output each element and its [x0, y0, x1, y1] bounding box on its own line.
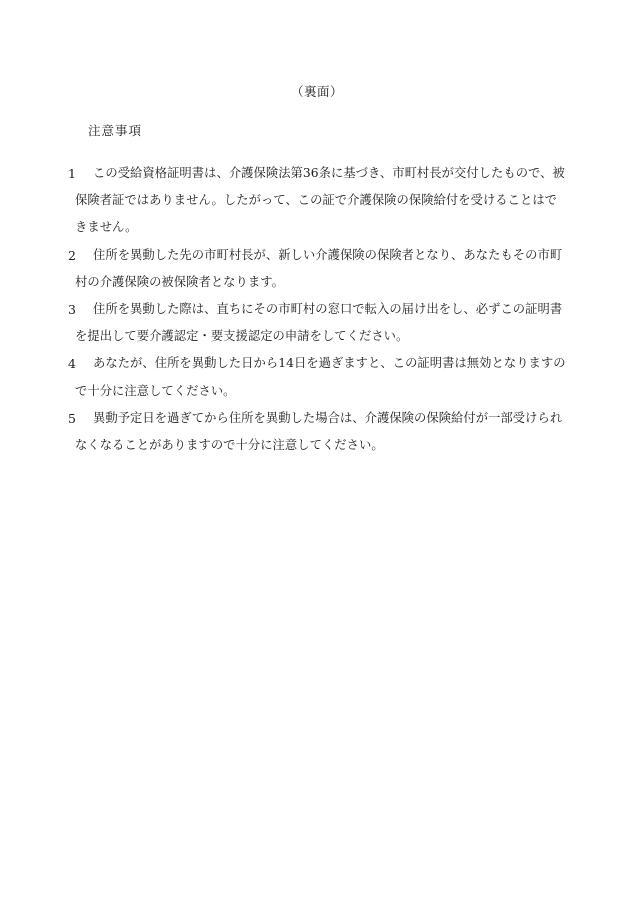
note-line: を提出して要介護認定・要支援認定の申請をしてください。: [75, 329, 409, 344]
note-text: [75, 160, 568, 242]
page-side-label-text: （裏面）: [290, 84, 343, 99]
note-number: 3: [68, 302, 76, 318]
note-text: [75, 296, 568, 350]
note-item: [68, 296, 568, 350]
note-text: [75, 350, 568, 404]
section-title: 注意事項: [88, 123, 143, 138]
notes-list: [68, 160, 568, 459]
note-text: [75, 405, 568, 459]
note-line: 村の介護保険の被保険者となります。: [75, 274, 284, 289]
note-line: 住所を異動した先の市町村長が、新しい介護保険の保険者となり、あなたもその市町: [93, 247, 563, 262]
note-item: [68, 242, 568, 296]
note-number: 1: [68, 166, 76, 181]
note-number: 5: [68, 410, 76, 426]
note-number: 4: [68, 356, 76, 372]
note-line: あなたが、住所を異動した日から14日を過ぎますと、この証明書は無効となりますの: [93, 356, 566, 371]
note-line: この受給資格証明書は、介護保険法第36条に基づき、市町村長が交付したもので、被: [93, 166, 565, 180]
note-line: なくなることがありますので十分に注意してください。: [75, 438, 384, 453]
note-line: きません。: [75, 220, 138, 235]
note-item: [68, 350, 568, 404]
note-line: で十分に注意してください。: [75, 383, 236, 398]
note-item: [68, 160, 568, 242]
note-text: [75, 242, 568, 296]
page-side-label: [0, 82, 630, 100]
note-number: 2: [68, 247, 76, 263]
note-item: [68, 405, 568, 459]
note-line: 異動予定日を過ぎてから住所を異動した場合は、介護保険の保険給付が一部受けられ: [93, 410, 563, 425]
note-line: 住所を異動した際は、直ちにその市町村の窓口で転入の届け出をし、必ずこの証明書: [93, 302, 563, 317]
note-line: 保険者証ではありません。したがって、この証で介護保険の保険給付を受けることはで: [75, 193, 558, 208]
